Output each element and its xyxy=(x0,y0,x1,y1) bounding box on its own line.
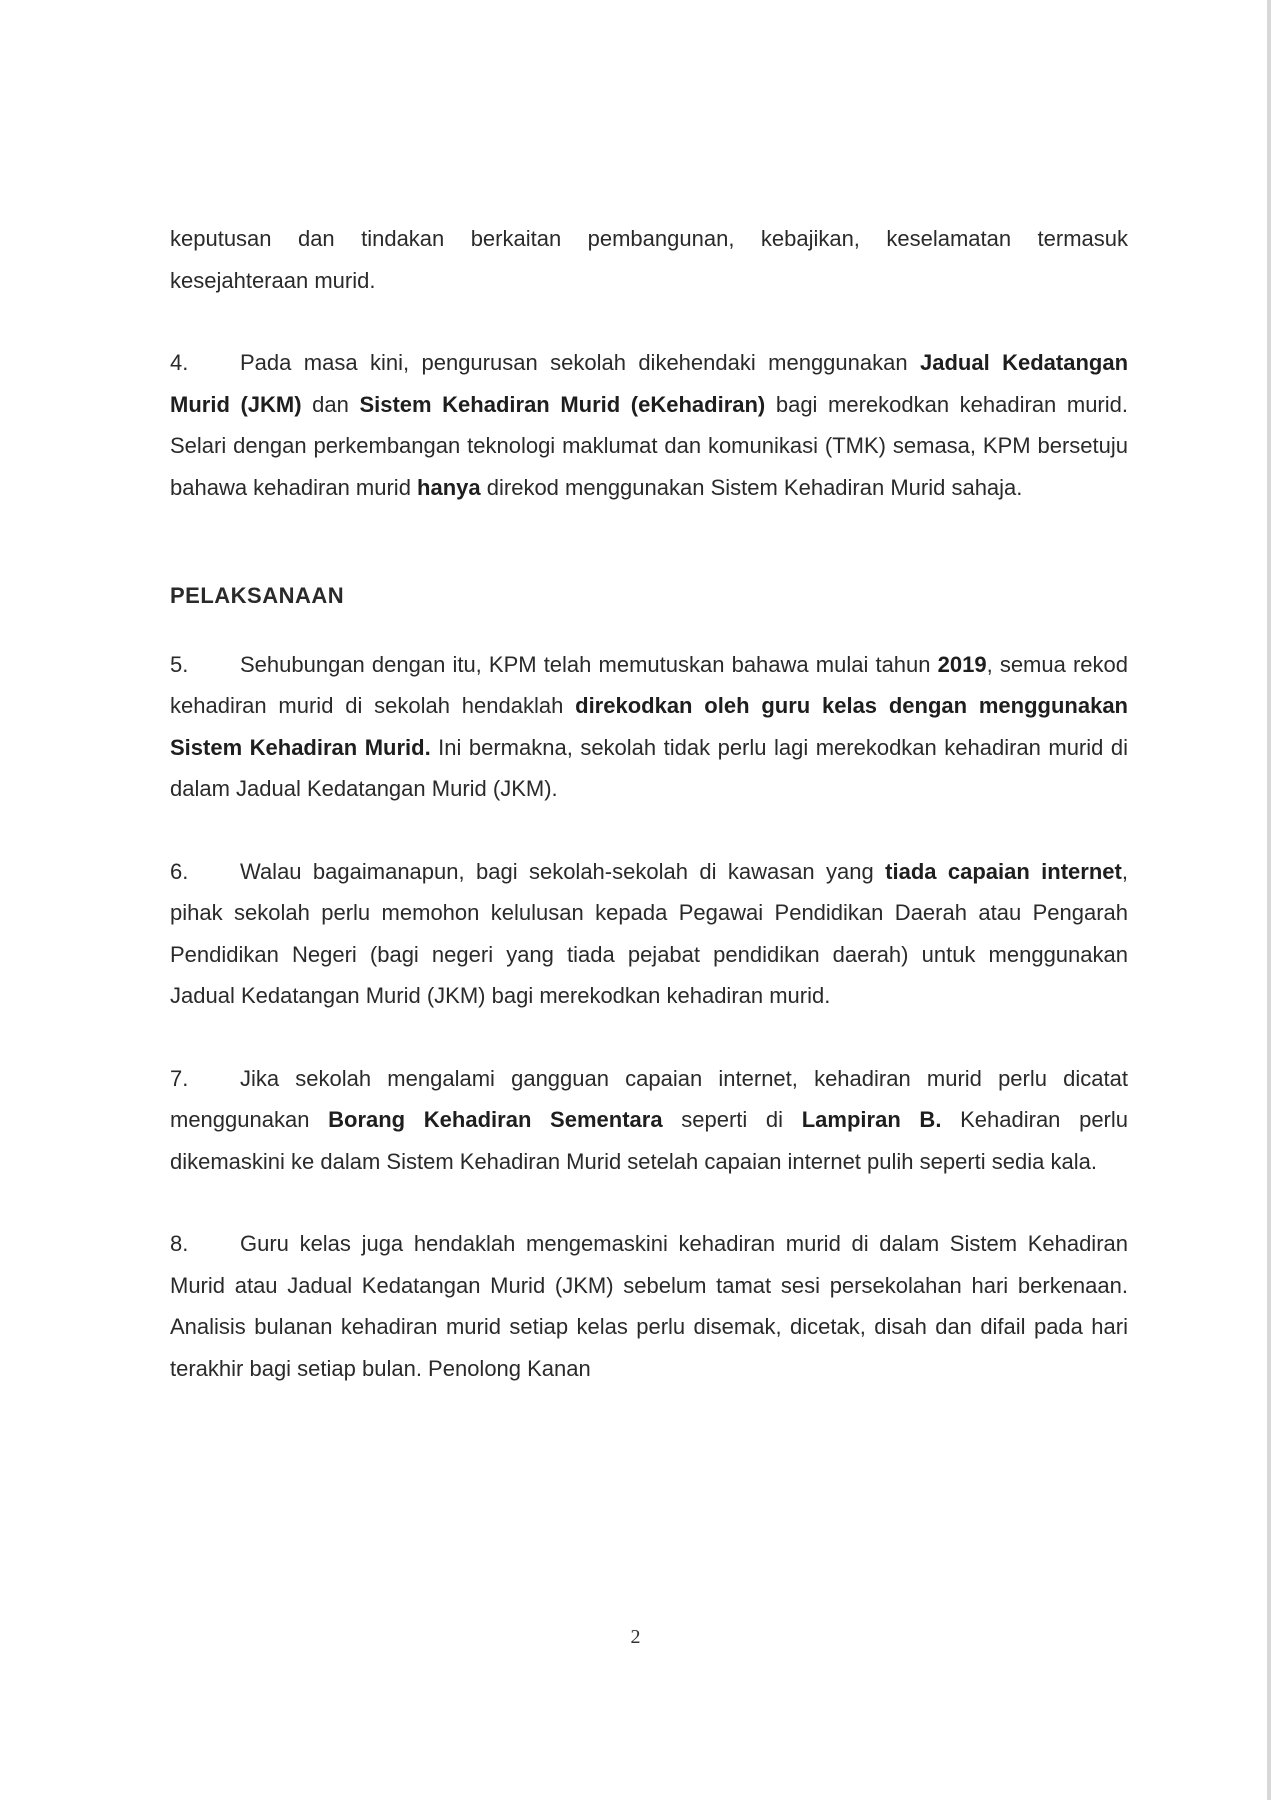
page-number: 2 xyxy=(630,1626,641,1648)
bold-term-no-internet: tiada capaian internet xyxy=(885,858,1122,884)
section-heading: PELAKSANAAN xyxy=(170,583,345,608)
paragraph-7 xyxy=(170,1058,1128,1183)
paragraph-text: , semua rekod kehadiran murid di sekolah hendaklah xyxy=(170,651,1129,718)
paragraph-text: Guru kelas juga hendaklah mengemaskini kehadiran murid di dalam Sistem Kehadiran Murid atau Jadual Kedatangan Murid (JKM) sebelum tamat sesi persekolahan hari berkenaan. Analisis bulanan kehadiran murid setiap kelas perlu disemak, dicetak, disah dan difail pada hari terakhir bagi setiap bulan. Penolong Kanan xyxy=(170,1231,1128,1381)
paragraph-number: 8. xyxy=(170,1231,189,1256)
bold-term-directive: direkodkan oleh guru kelas dengan menggunakan Sistem Kehadiran Murid. xyxy=(170,693,1128,760)
paragraph-text: Pada masa kini, pengurusan sekolah dikehendaki menggunakan xyxy=(240,350,920,375)
paragraph-text: Ini bermakna, sekolah tidak perlu lagi merekodkan kehadiran murid di dalam Jadual Kedatangan Murid (JKM). xyxy=(170,734,1128,801)
paragraph-text: direkod menggunakan Sistem Kehadiran Murid sahaja. xyxy=(480,474,1023,500)
bold-term-form: Borang Kehadiran Sementara xyxy=(328,1107,663,1132)
paragraph-number: 5. xyxy=(170,651,189,677)
paragraph-text: bagi merekodkan kehadiran murid. Selari dengan perkembangan teknologi maklumat dan komunikasi (TMK) semasa, KPM bersetuju bahawa kehadiran murid xyxy=(170,391,1128,500)
page-edge-divider xyxy=(1267,0,1271,1800)
paragraph-text: Walau bagaimanapun, bagi sekolah-sekolah di kawasan yang xyxy=(240,858,886,884)
paragraph-text: Sehubungan dengan itu, KPM telah memutuskan bahawa mulai tahun xyxy=(240,651,938,677)
paragraph-text: , pihak sekolah perlu memohon kelulusan kepada Pegawai Pendidikan Daerah atau Pengarah Pendidikan Negeri (bagi negeri yang tiada pejabat pendidikan daerah) untuk menggunakan Jadual Kedatangan Murid (JKM) bagi merekodkan kehadiran murid. xyxy=(170,858,1128,1008)
paragraph-5 xyxy=(170,644,1128,810)
paragraph-6 xyxy=(170,851,1128,1017)
paragraph-text: seperti di xyxy=(662,1107,802,1132)
paragraph-number: 7. xyxy=(170,1065,189,1091)
paragraph-number: 6. xyxy=(170,858,189,884)
paragraph-text: Jika sekolah mengalami gangguan capaian internet, kehadiran murid perlu dicatat menggunakan xyxy=(170,1065,1128,1132)
paragraph-continued xyxy=(170,218,1128,301)
paragraph-8 xyxy=(170,1223,1128,1389)
paragraph-text: Kehadiran perlu dikemaskini ke dalam Sistem Kehadiran Murid setelah capaian internet pulih seperti sedia kala. xyxy=(170,1107,1128,1174)
document-body xyxy=(170,218,1128,1389)
bold-term-hanya: hanya xyxy=(417,474,481,500)
bold-term-ekehadiran: Sistem Kehadiran Murid (eKehadiran) xyxy=(359,391,766,417)
paragraph-number: 4. xyxy=(170,350,189,375)
paragraph-text: dan xyxy=(301,391,360,417)
paragraph-4 xyxy=(170,342,1128,508)
bold-term-year: 2019 xyxy=(937,651,987,677)
bold-term-jkm: Jadual Kedatangan Murid (JKM) xyxy=(170,350,1129,417)
bold-term-appendix: Lampiran B. xyxy=(801,1107,942,1132)
paragraph-continued-text: keputusan dan tindakan berkaitan pembangunan, kebajikan, keselamatan termasuk kesejahteraan murid. xyxy=(170,226,1128,293)
